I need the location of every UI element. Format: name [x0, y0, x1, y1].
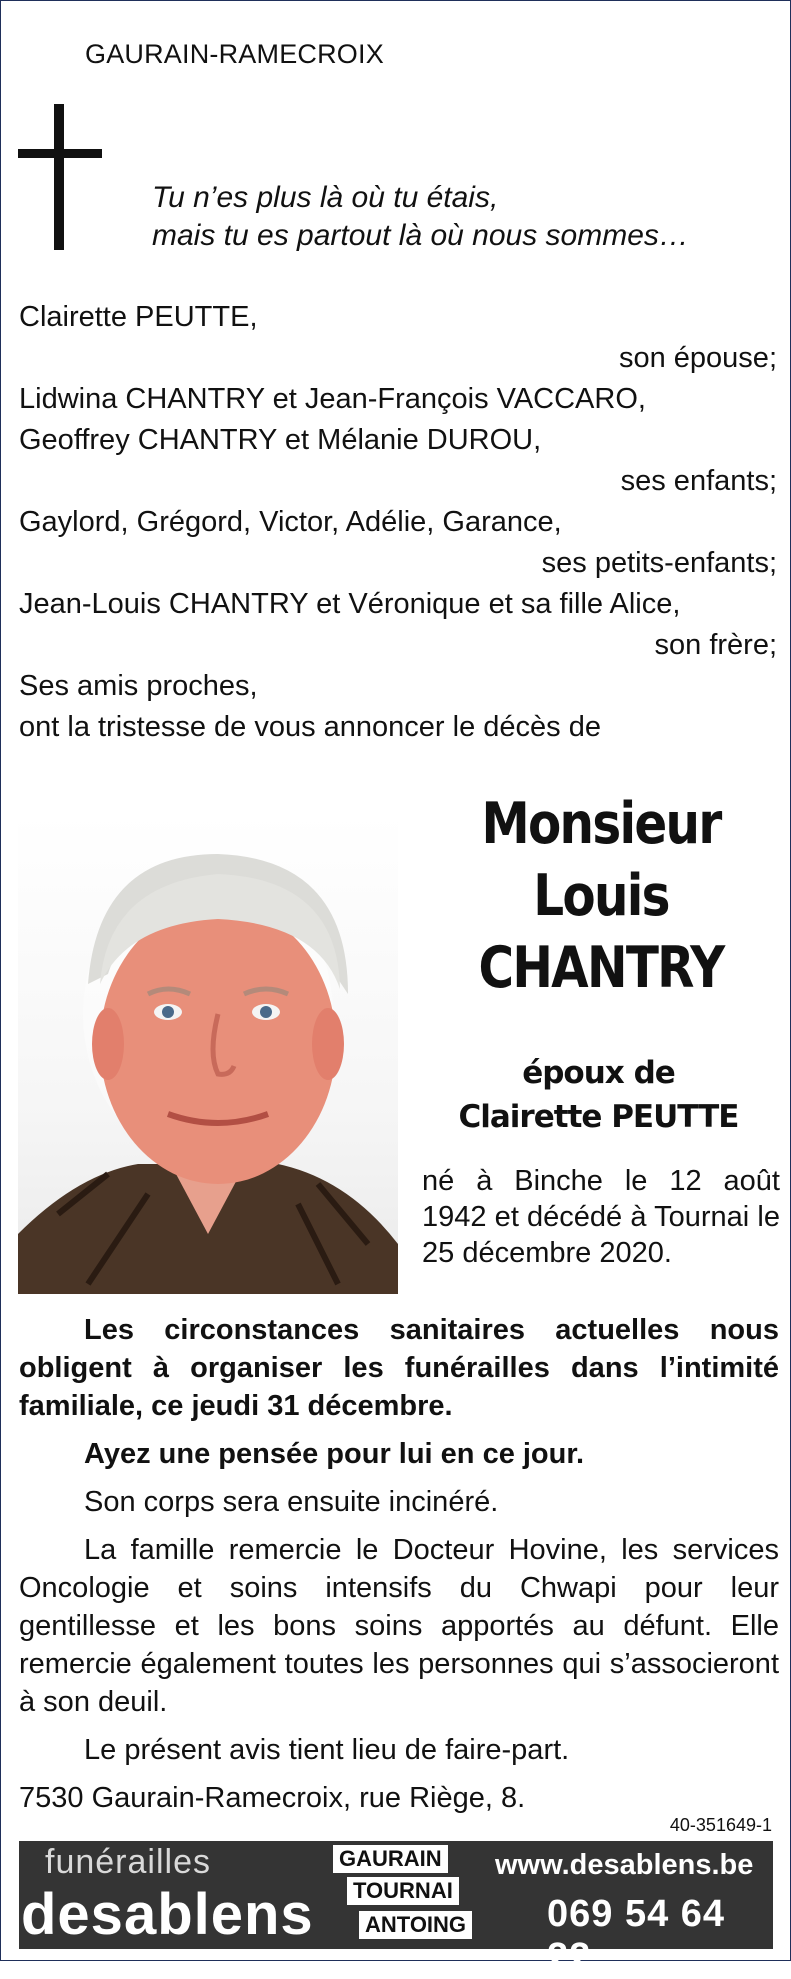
epitaph-quote: [152, 179, 689, 255]
footer-brand-logo: desablens: [21, 1882, 314, 1947]
deceased-portrait: [18, 814, 398, 1294]
deceased-name-block: [421, 788, 781, 1004]
family-line: Lidwina CHANTRY et Jean-François VACCARO,: [19, 383, 646, 415]
reference-number: 40-351649-1: [669, 1815, 772, 1835]
footer-city-gaurain: GAURAIN: [333, 1845, 448, 1873]
family-relation: son épouse;: [618, 342, 777, 374]
family-line: Gaylord, Grégord, Victor, Adélie, Garance,: [19, 506, 562, 538]
funeral-arrangement: Les circonstances sanitaires actuelles nous obligent à organiser les funérailles dans l’intimité familiale, ce jeudi 31 décembre.: [19, 1314, 779, 1422]
portrait-illustration: [18, 814, 398, 1294]
family-line: Ses amis proches,: [19, 670, 258, 702]
birth-death-info: né à Binche le 12 août 1942 et décédé à Tournai le 25 décembre 2020.: [422, 1165, 780, 1269]
quote-line-1: Tu n’es plus là où tu étais,: [152, 181, 499, 214]
family-relation: ses petits-enfants;: [541, 547, 777, 579]
footer-funerailles: funérailles: [45, 1843, 211, 1881]
notice-statement: Le présent avis tient lieu de faire-part.: [84, 1734, 570, 1766]
family-relation: son frère;: [654, 629, 777, 661]
deceased-first-name: Louis: [533, 863, 669, 929]
notice-body: [19, 1311, 779, 1827]
locality-heading: GAURAIN-RAMECROIX: [85, 39, 384, 69]
announcement-line: ont la tristesse de vous annoncer le décès de: [19, 711, 601, 743]
deceased-title: Monsieur: [481, 791, 721, 857]
thought-request: Ayez une pensée pour lui en ce jour.: [84, 1438, 585, 1470]
footer-website-link[interactable]: www.desablens.be: [495, 1849, 754, 1881]
family-line: Geoffrey CHANTRY et Mélanie DUROU,: [19, 424, 542, 456]
spouse-label: époux de: [522, 1055, 675, 1091]
family-relation: ses enfants;: [620, 465, 777, 497]
cross-icon: [18, 104, 102, 250]
footer-city-antoing: ANTOING: [359, 1911, 472, 1939]
funeral-home-banner: [19, 1841, 773, 1978]
thanks-paragraph: La famille remercie le Docteur Hovine, les services Oncologie et soins intensifs du Chwapi pour leur gentillesse et les bons soins apportés au défunt. Elle remercie également toutes les personnes qui s’associeront à son deuil.: [19, 1534, 779, 1718]
home-address: 7530 Gaurain-Ramecroix, rue Riège, 8.: [19, 1782, 526, 1814]
cremation-note: Son corps sera ensuite incinéré.: [84, 1486, 499, 1518]
deceased-last-name: CHANTRY: [478, 935, 724, 1001]
family-line: Jean-Louis CHANTRY et Véronique et sa fille Alice,: [19, 588, 681, 620]
quote-line-2: mais tu es partout là où nous sommes…: [152, 219, 689, 252]
family-list: [19, 297, 777, 748]
spouse-info: [431, 1051, 766, 1139]
family-line: Clairette PEUTTE,: [19, 301, 258, 333]
footer-city-tournai: TOURNAI: [347, 1877, 459, 1905]
spouse-name: Clairette PEUTTE: [458, 1099, 739, 1135]
footer-phone-number[interactable]: 069 54 64 22: [547, 1893, 726, 1978]
